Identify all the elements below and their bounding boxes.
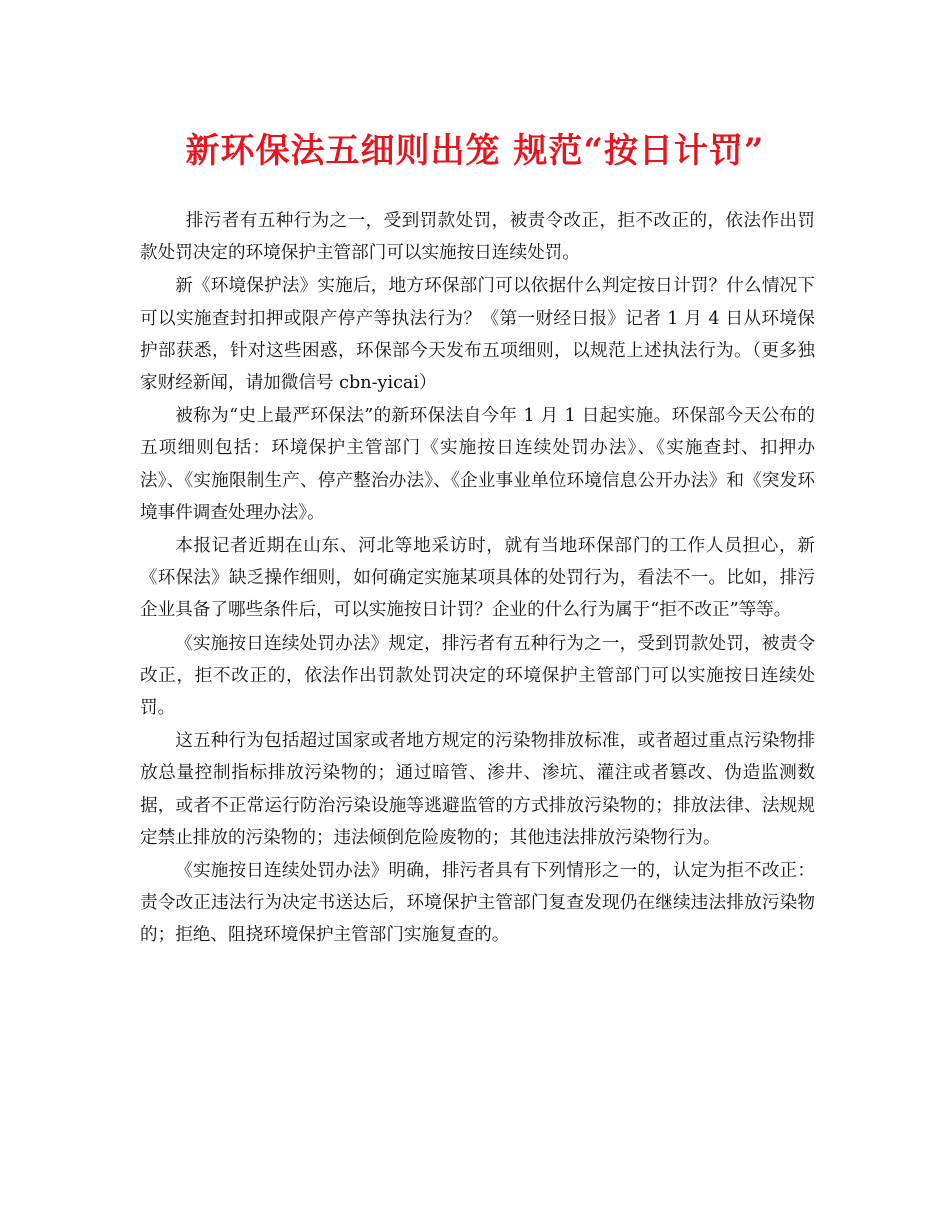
paragraph-2: 新《环境保护法》实施后，地方环保部门可以依据什么判定按日计罚？什么情况下可以实施查封扣押或限产停产等执法行为？《第一财经日报》记者 1 月 4 日从环境保护部获悉，针对这些困惑，环保部今天发布五项细则，以规范上述执法行为。（更多独家财经新闻，请加微信号 cbn-yicai） [140,276,815,394]
paragraph-5: 《实施按日连续处罚办法》规定，排污者有五种行为之一，受到罚款处罚，被责令改正，拒不改正的，依法作出罚款处罚决定的环境保护主管部门可以实施按日连续处罚。 [140,633,815,719]
document-title: 新环保法五细则出笼 规范“按日计罚” [185,131,765,171]
paragraph-3: 被称为“史上最严环保法”的新环保法自今年 1 月 1 日起实施。环保部今天公布的五项细则包括：环境保护主管部门《实施按日连续处罚办法》、《实施查封、扣押办法》、《实施限制生产、停产整治办法》、《企业事业单位环境信息公开办法》和《突发环境事件调查处理办法》。 [140,406,815,523]
paragraph-4: 本报记者近期在山东、河北等地采访时，就有当地环保部门的工作人员担心，新《环保法》缺乏操作细则，如何确定实施某项具体的处罚行为，看法不一。比如，排污企业具备了哪些条件后，可以实施按日计罚？企业的什么行为属于“拒不改正”等等。 [140,536,815,621]
paragraph-7: 《实施按日连续处罚办法》明确，排污者具有下列情形之一的，认定为拒不改正：责令改正违法行为决定书送达后，环境保护主管部门复查发现仍在继续违法排放污染物的；拒绝、阻挠环境保护主管部门实施复查的。 [140,861,815,946]
paragraph-1: 排污者有五种行为之一，受到罚款处罚，被责令改正，拒不改正的，依法作出罚款处罚决定的环境保护主管部门可以实施按日连续处罚。 [140,211,815,264]
paragraph-6: 这五种行为包括超过国家或者地方规定的污染物排放标准，或者超过重点污染物排放总量控制指标排放污染物的；通过暗管、渗井、渗坑、灌注或者篡改、伪造监测数据，或者不正常运行防治污染设施等逃避监管的方式排放污染物的；排放法律、法规规定禁止排放的污染物的；违法倾倒危险废物的；其他违法排放污染物行为。 [140,731,815,848]
article-body [140,205,815,953]
